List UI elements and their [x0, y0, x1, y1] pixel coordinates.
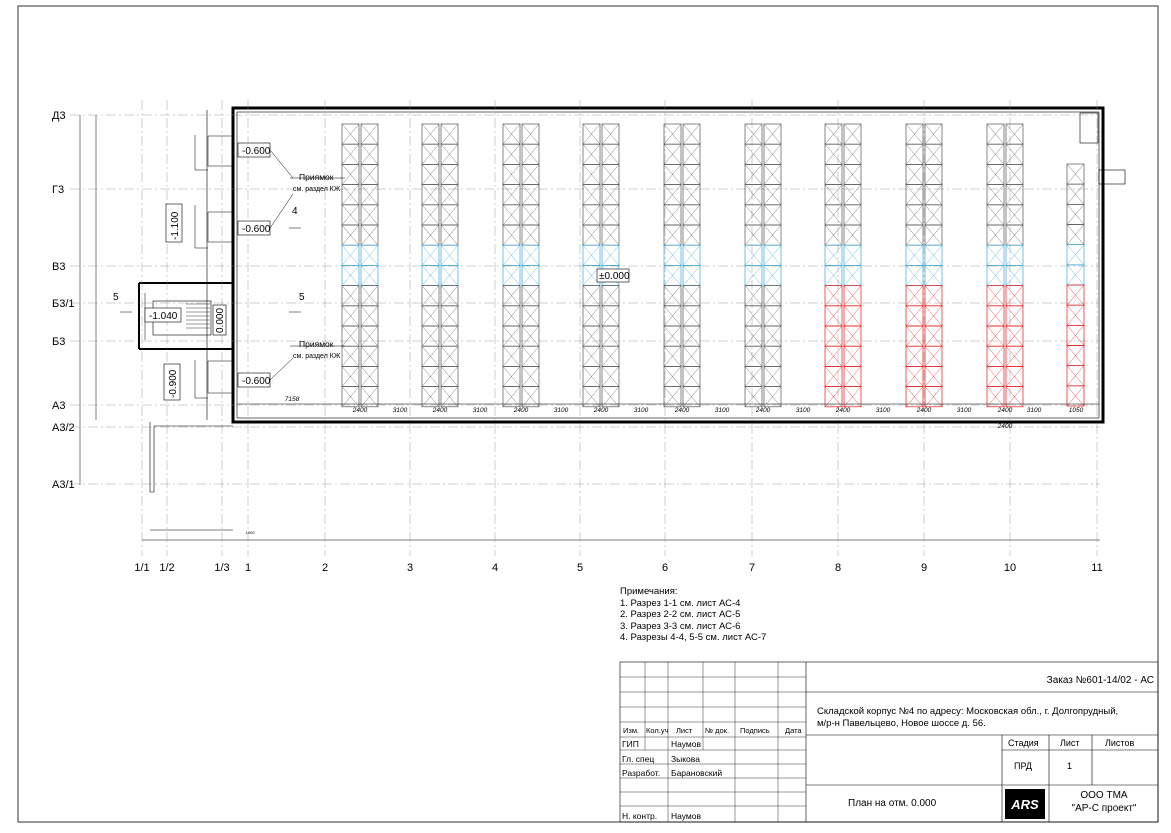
header-kolvo: Кол.уч — [646, 726, 669, 735]
col-axis-label: 1 — [244, 562, 252, 574]
row-axis-label: Б3/1 — [52, 298, 75, 310]
col-axis-label: 1/1 — [134, 562, 150, 574]
level-pit-mid: -0.600 — [242, 224, 271, 235]
aisle-width-label: 3100 — [633, 407, 649, 414]
col-axis-label: 9 — [920, 562, 928, 574]
company-line-1: ООО ТМА — [1080, 790, 1128, 801]
last-rack-width-label: 1050 — [1068, 407, 1084, 414]
col-axis-label: 10 — [1003, 562, 1017, 574]
pit-note-top-title: Приямок — [299, 172, 334, 182]
drawing-title: План на отм. 0.000 — [848, 798, 937, 809]
level-side-upper: -1.100 — [170, 211, 181, 240]
sheet-label: Лист — [1060, 738, 1080, 748]
section-mark-5-left: 5 — [113, 292, 119, 303]
rack-width-label: 2400 — [513, 407, 529, 414]
note-item: 2. Разрез 2-2 см. лист АС-5 — [620, 609, 741, 620]
rack-width-label: 2400 — [916, 407, 932, 414]
level-pit-top: -0.600 — [242, 146, 271, 157]
sheet-value: 1 — [1067, 761, 1073, 771]
role-chief: Гл. спец — [622, 754, 655, 764]
stage-label: Стадия — [1008, 738, 1039, 748]
aisle-width-label: 3100 — [553, 407, 569, 414]
pit-note-bottom-ref: см. раздел КЖ — [293, 353, 341, 360]
header-doc: № док. — [705, 726, 730, 735]
project-line-2: м/р-н Павельцево, Новое шоссе д. 56. — [817, 718, 986, 729]
section-mark-4: 4 — [292, 206, 298, 217]
note-item: 3. Разрез 3-3 см. лист АС-6 — [620, 620, 741, 632]
col-axis-label: 6 — [661, 562, 669, 574]
order-number: Заказ №601-14/02 - АС — [1046, 675, 1154, 686]
name-chief: Зыкова — [671, 754, 700, 764]
name-developer: Барановский — [671, 768, 723, 778]
project-line-1: Складской корпус №4 по адресу: Московская обл., г. Долгопрудный, — [817, 706, 1119, 717]
note-item: 4. Разрезы 4-4, 5-5 см. лист АС-7 — [620, 632, 767, 643]
section-mark-5-right: 5 — [299, 292, 305, 303]
pit-note-bottom-title: Приямок — [299, 339, 334, 349]
rack-width-label: 2400 — [755, 407, 771, 414]
rack-width-label: 2400 — [432, 407, 448, 414]
col-axis-label: 2 — [321, 562, 329, 574]
row-axis-label: Б3 — [52, 336, 66, 348]
aisle-width-label: 3100 — [875, 407, 891, 414]
header-list: Лист — [676, 726, 693, 735]
aisle-width-label: 3100 — [795, 407, 811, 414]
col-axis-label: 3 — [406, 562, 414, 574]
level-stair-left: -1.040 — [149, 311, 178, 322]
rack-width-below-label: 2400 — [997, 423, 1013, 430]
col-axis-label: 5 — [576, 562, 584, 574]
notes-title: Примечания: — [620, 586, 678, 597]
aisle-width-label: 3100 — [392, 407, 408, 414]
note-item: 1. Разрез 1-1 см. лист АС-4 — [620, 597, 741, 609]
header-date: Дата — [785, 726, 802, 735]
company-logo — [1005, 789, 1045, 819]
row-axis-label: А3/1 — [52, 479, 75, 491]
aisle-width-label: 3100 — [1026, 407, 1042, 414]
pit-note-top-ref: см. раздел КЖ — [293, 186, 341, 193]
company-line-2: "АР-С проект" — [1071, 803, 1137, 814]
rack-width-label: 2400 — [674, 407, 690, 414]
col-axis-label: 4 — [491, 562, 499, 574]
col-axis-label: 7 — [748, 562, 756, 574]
company-logo-text: ARS — [1011, 797, 1039, 812]
sheets-label: Листов — [1105, 738, 1135, 748]
rack-width-label: 2400 — [997, 407, 1013, 414]
role-developer: Разработ. — [622, 768, 661, 778]
col-axis-label: 1/2 — [159, 562, 175, 574]
rack-width-label: 2400 — [593, 407, 609, 414]
small-dim-label: 1000 — [245, 530, 255, 535]
header-izm: Изм. — [623, 726, 640, 735]
first-offset-label: 7158 — [284, 396, 300, 403]
level-side-lower: -0.900 — [168, 369, 179, 398]
aisle-width-label: 3100 — [714, 407, 730, 414]
level-pit-bottom: -0.600 — [242, 376, 271, 387]
col-axis-label: 8 — [834, 562, 842, 574]
header-sign: Подпись — [740, 726, 770, 735]
stage-value: ПРД — [1014, 761, 1032, 771]
name-gip: Наумов — [671, 739, 702, 749]
row-axis-label: А3 — [52, 400, 66, 412]
col-axis-label: 1/3 — [214, 562, 230, 574]
row-axis-label: Д3 — [52, 110, 66, 122]
col-axis-label: 11 — [1091, 562, 1103, 574]
name-control: Наумов — [671, 811, 702, 821]
level-stair-zero: 0.000 — [215, 307, 226, 333]
rack-width-label: 2400 — [835, 407, 851, 414]
row-axis-label: А3/2 — [52, 422, 75, 434]
row-axis-label: В3 — [52, 261, 66, 273]
row-axis-label: Г3 — [52, 184, 65, 196]
aisle-width-label: 3100 — [956, 407, 972, 414]
level-floor: ±0.000 — [599, 271, 630, 282]
role-control: Н. контр. — [622, 811, 658, 821]
rack-width-label: 2400 — [352, 407, 368, 414]
aisle-width-label: 3100 — [472, 407, 488, 414]
role-gip: ГИП — [622, 739, 639, 749]
